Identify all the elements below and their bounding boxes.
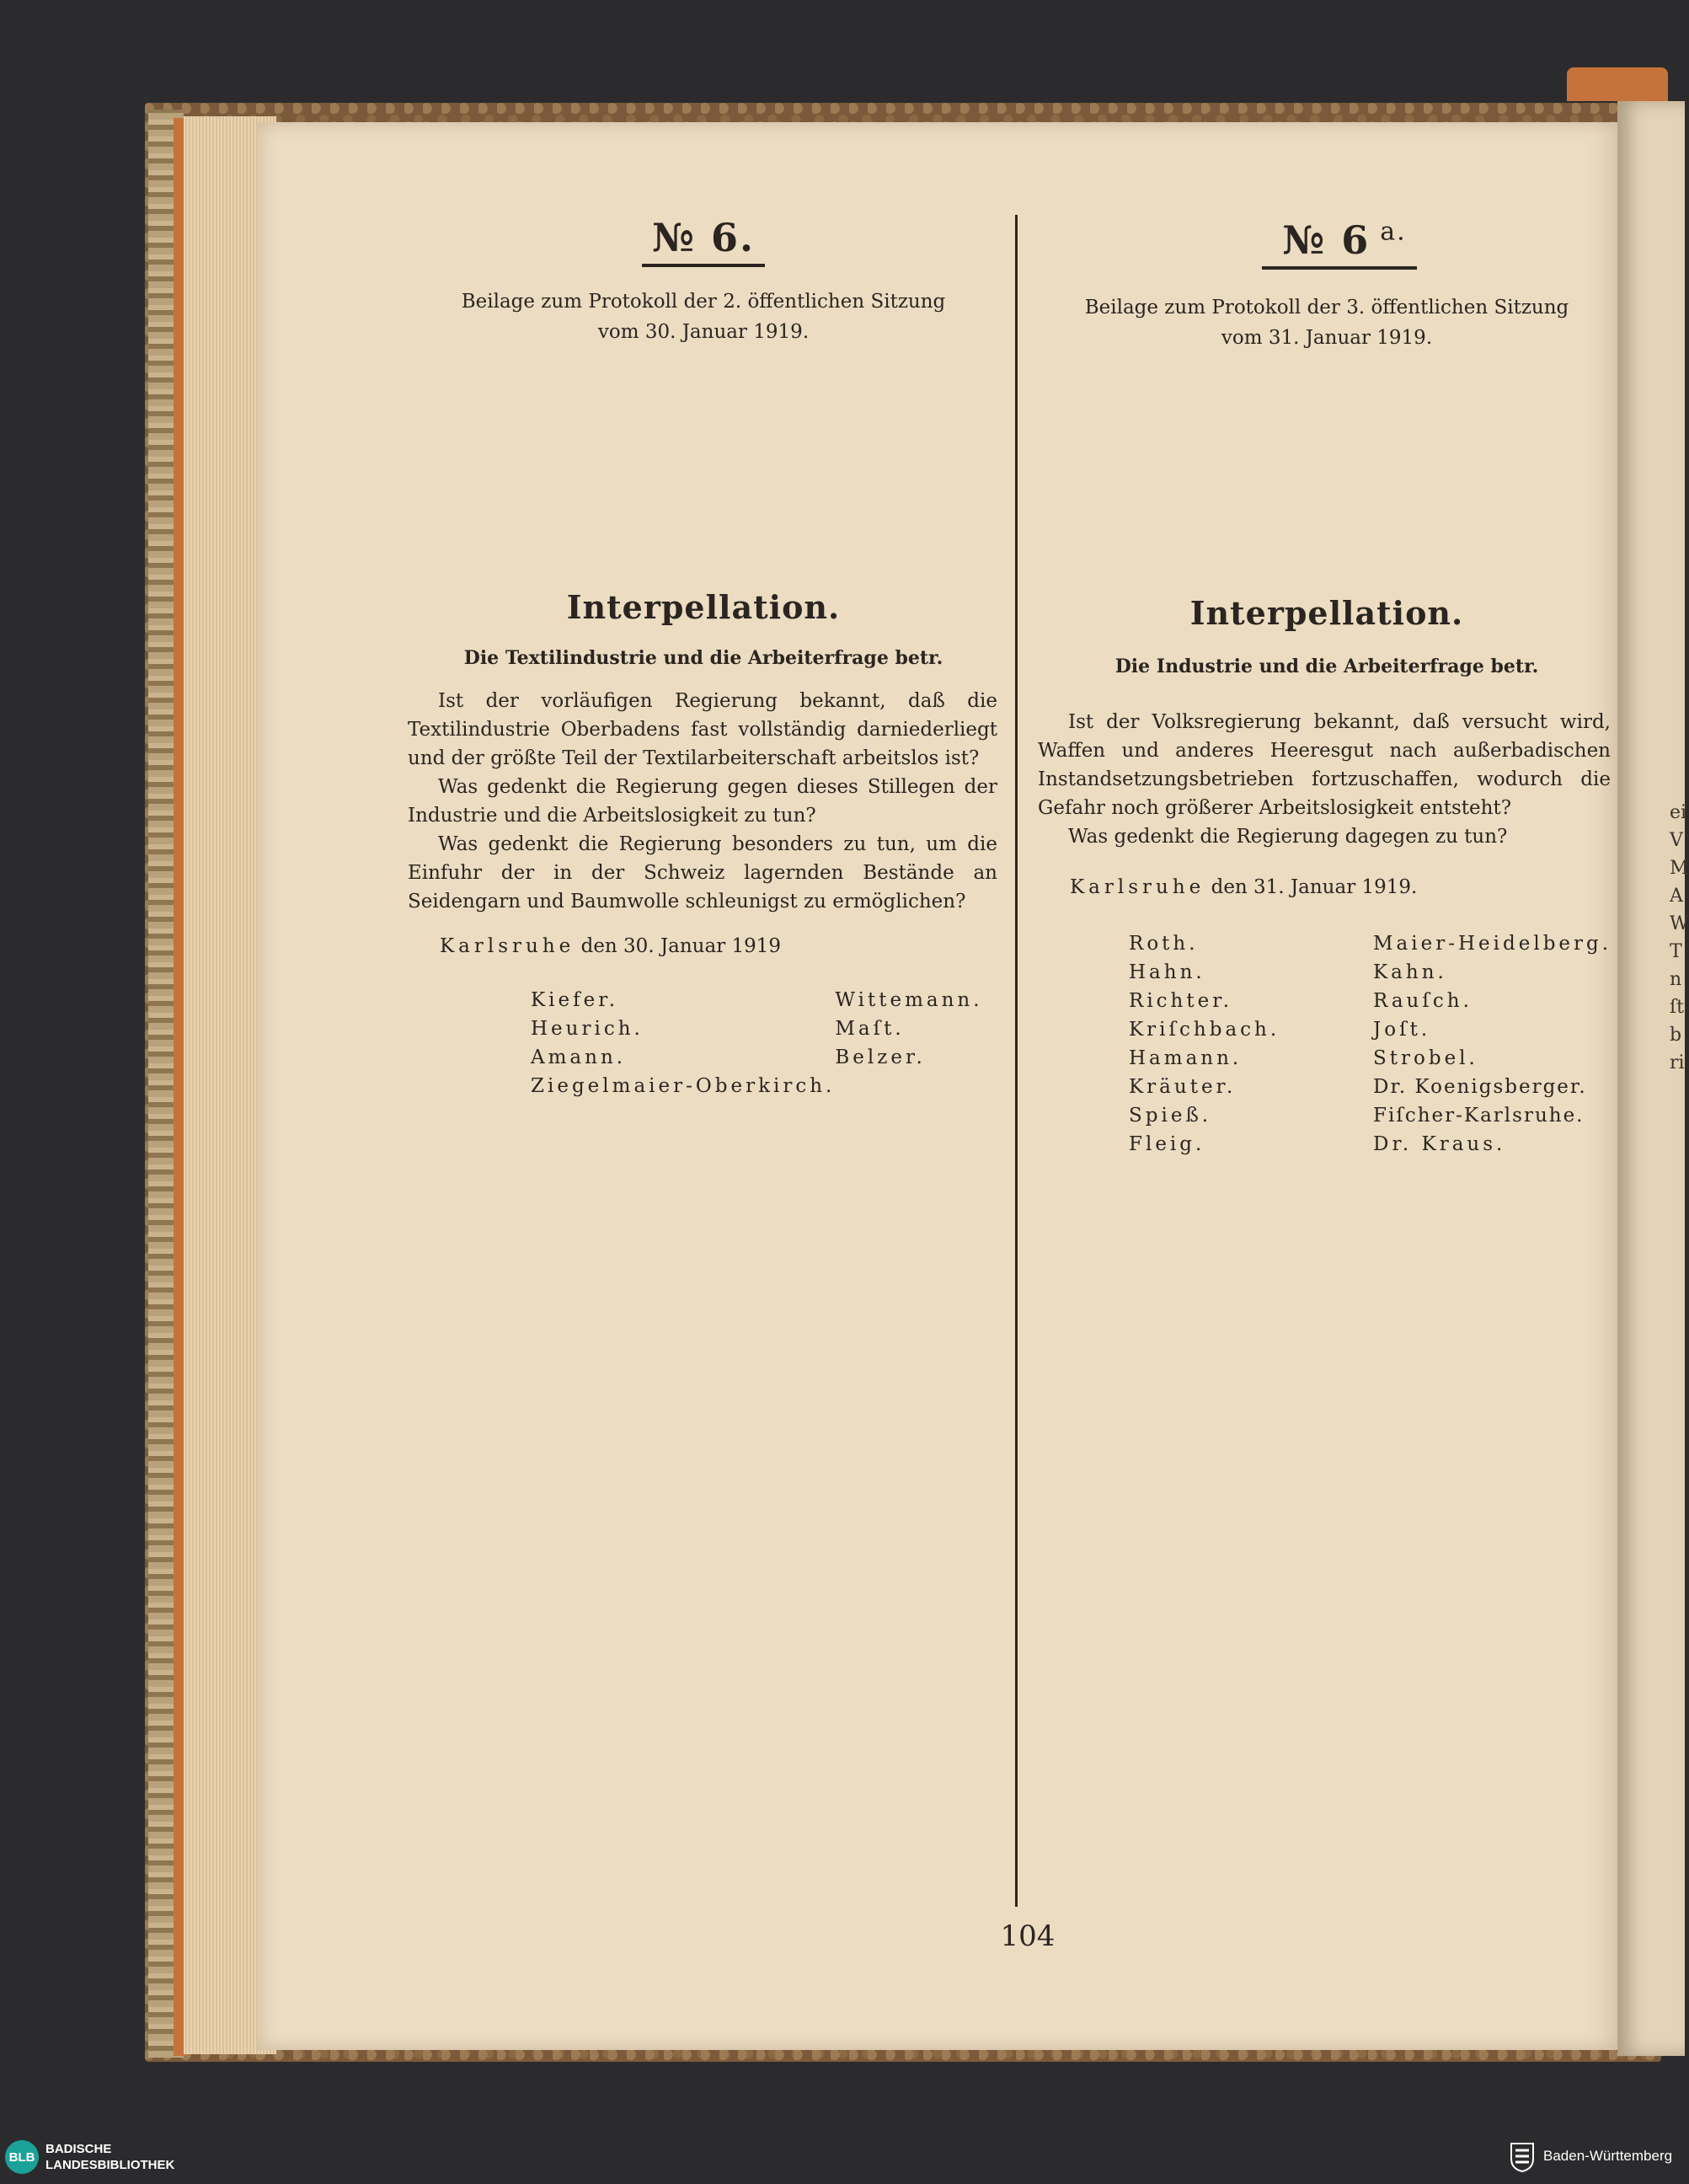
- right-date: den 31. Januar 1919.: [1211, 876, 1418, 898]
- right-signers: [1129, 929, 1617, 1159]
- library-name-line2: LANDESBIBLIOTHEK: [45, 2158, 175, 2172]
- signer-name: Hahn.: [1129, 961, 1205, 983]
- signer-name: Strobel.: [1373, 1047, 1478, 1069]
- next-page-fragment: T: [1670, 941, 1682, 962]
- left-paragraph: Was gedenkt die Regierung besonders zu tun, um die Einfuhr der in der Schweiz lagernden Bestände an Seidengarn und Baumwolle schleunigst zu ermöglichen?: [408, 833, 997, 913]
- next-page-edge: [1617, 101, 1689, 2056]
- signer-name: Amann.: [531, 1046, 627, 1068]
- next-page-fragment: b: [1670, 1025, 1682, 1046]
- next-page-fragment: A: [1670, 886, 1683, 907]
- left-place-date: [440, 935, 979, 957]
- left-paragraph: Ist der vorläufigen Regierung bekannt, daß die Textilindustrie Oberbadens fast vollständig darniederliegt und der größte Teil der Textilarbeiterschaft arbeitslos ist?: [408, 690, 997, 769]
- signer-name: Joſt.: [1373, 1019, 1431, 1041]
- left-body: [408, 687, 997, 916]
- library-name-line1: BADISCHE: [45, 2142, 112, 2156]
- signer-name: Kiefer.: [531, 989, 619, 1011]
- next-page-fragment: ri: [1670, 1052, 1685, 1073]
- right-beilage: [1053, 292, 1601, 353]
- signer-name: Wittemann.: [835, 989, 983, 1011]
- signer-name: Ziegelmaier-Oberkirch.: [531, 1075, 836, 1097]
- next-page-fragment: ſt: [1670, 997, 1684, 1018]
- left-heading: Interpellation.: [566, 588, 841, 626]
- footer-bar: [0, 2132, 1685, 2184]
- signer-name: Spieß.: [1129, 1105, 1212, 1127]
- signer-name: Roth.: [1129, 933, 1199, 955]
- right-beilage-line1: Beilage zum Protokoll der 3. öffentlichen Sitzung: [1084, 297, 1569, 318]
- blb-logo-icon[interactable]: BLB: [5, 2140, 39, 2174]
- signer-name: Richter.: [1129, 990, 1233, 1012]
- right-paragraph: Was gedenkt die Regierung dagegen zu tun?: [1068, 826, 1508, 848]
- left-subheading: Die Textilindustrie und die Arbeiterfrage betr.: [463, 647, 943, 669]
- right-place: Karlsruhe: [1070, 876, 1205, 898]
- signer-name: Belzer.: [835, 1046, 926, 1068]
- signer-name: Dr. Koenigsberger.: [1373, 1076, 1587, 1098]
- right-paragraph: Ist der Volksregierung bekannt, daß versucht wird, Waffen und anderes Heeresgut nach außerbadischen Instandsetzungsbetrieben fortzuschaffen, wodurch die Gefahr noch größerer Arbeitslosigkeit entsteht?: [1038, 711, 1611, 819]
- right-beilage-line2: vom 31. Januar 1919.: [1221, 327, 1433, 349]
- signer-name: Fiſcher-Karlsruhe.: [1373, 1105, 1585, 1127]
- signer-name: Dr. Kraus.: [1373, 1133, 1506, 1155]
- signer-name: Maier-Heidelberg.: [1373, 933, 1612, 955]
- signer-name: Rauſch.: [1373, 990, 1473, 1012]
- left-paragraph: Was gedenkt die Regierung gegen dieses Stillegen der Industrie und die Arbeitslosigkeit zu tun?: [408, 776, 997, 827]
- next-page-fragment: ei: [1670, 802, 1687, 823]
- signer-name: Kriſchbach.: [1129, 1019, 1280, 1041]
- column-divider: [1015, 215, 1018, 1907]
- left-beilage-line2: vom 30. Januar 1919.: [597, 321, 810, 343]
- right-body: [1038, 708, 1611, 851]
- signer-name: Hamann.: [1129, 1047, 1243, 1069]
- right-subheading: Die Industrie und die Arbeiterfrage betr.: [1114, 656, 1539, 677]
- left-beilage: [421, 286, 986, 347]
- left-beilage-line1: Beilage zum Protokoll der 2. öffentlichen Sitzung: [461, 291, 946, 313]
- right-place-date: [1070, 876, 1575, 898]
- left-document-number: № 6.: [590, 215, 817, 260]
- right-number-main: № 6: [1272, 217, 1380, 270]
- right-heading: Interpellation.: [1189, 594, 1464, 632]
- right-number-suffix: a.: [1380, 217, 1407, 247]
- signer-name: Kahn.: [1373, 961, 1447, 983]
- left-place: Karlsruhe: [440, 935, 575, 957]
- signer-name: Fleig.: [1129, 1133, 1205, 1155]
- baden-wuerttemberg-crest-icon[interactable]: [1508, 2142, 1537, 2172]
- signer-name: Heurich.: [531, 1018, 644, 1040]
- next-page-fragment: W: [1670, 913, 1689, 934]
- signer-name: [835, 1072, 986, 1100]
- signer-name: Kräuter.: [1129, 1076, 1237, 1098]
- library-name[interactable]: [45, 2141, 174, 2173]
- signer-name: Maſt.: [835, 1018, 905, 1040]
- next-page-fragment: V: [1670, 830, 1683, 851]
- right-document-number: [1255, 217, 1424, 263]
- left-date: den 30. Januar 1919: [580, 935, 782, 957]
- cover-corner: [1567, 67, 1668, 101]
- page-number: 104: [1000, 1919, 1056, 1953]
- next-page-fragment: M: [1670, 858, 1689, 879]
- left-signers: [531, 986, 986, 1100]
- next-page-fragment: n: [1670, 969, 1682, 990]
- state-label[interactable]: Baden-Württemberg: [1543, 2148, 1673, 2164]
